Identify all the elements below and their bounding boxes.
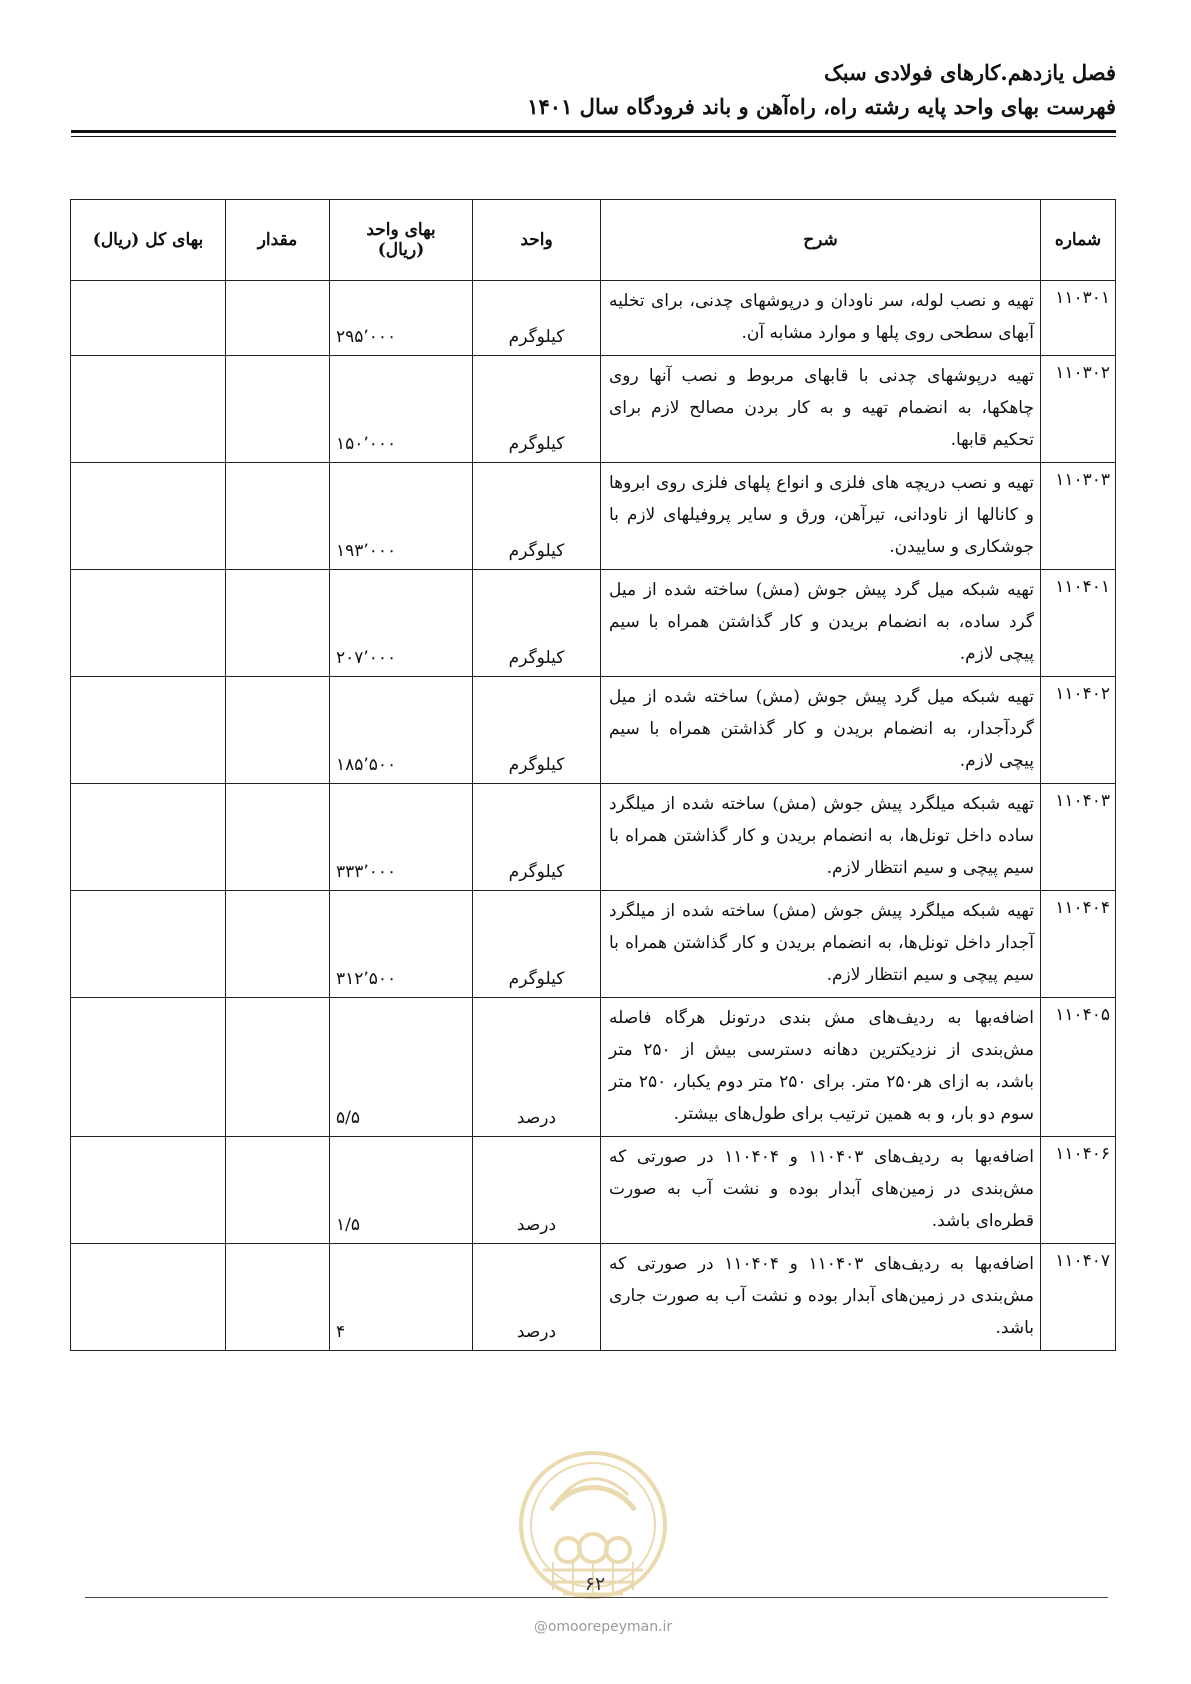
row-code: ۱۱۰۳۰۲ <box>1041 356 1116 463</box>
page-number: ۶۲ <box>584 1573 606 1595</box>
row-unit: کیلوگرم <box>473 570 601 677</box>
header-unit-price-label: بهای واحد <box>366 220 436 240</box>
row-quantity <box>226 784 330 891</box>
row-code: ۱۱۰۳۰۳ <box>1041 463 1116 570</box>
row-total <box>71 281 226 356</box>
header-rule-thin <box>71 136 1116 137</box>
row-unit: کیلوگرم <box>473 463 601 570</box>
row-description: اضافه‌بها به ردیف‌های مش بندی درتونل هرگاه فاصله مش‌بندی از نزدیکترین دهانه دسترسی بیش از ۲۵۰ متر باشد، به ازای هر۲۵۰ متر. برای ۲۵۰ متر دوم یکبار، ۲۵۰ متر سوم دو بار، و به همین ترتیب برای طول‌های بیشتر. <box>601 998 1041 1137</box>
table-row <box>71 463 1116 570</box>
page-header <box>71 56 1116 124</box>
row-unit: کیلوگرم <box>473 784 601 891</box>
row-quantity <box>226 1137 330 1244</box>
row-quantity <box>226 463 330 570</box>
header-code: شماره <box>1041 200 1116 281</box>
row-description: تهیه درپوشهای چدنی با قابهای مربوط و نصب آنها روی چاهکها، به انضمام تهیه و به کار بردن مصالح لازم برای تحکیم قابها. <box>601 356 1041 463</box>
table-row <box>71 891 1116 998</box>
row-unit-price: ۱۸۵٬۵۰۰ <box>330 677 473 784</box>
row-code: ۱۱۰۴۰۶ <box>1041 1137 1116 1244</box>
header-rule-thick <box>71 130 1116 133</box>
row-total <box>71 998 226 1137</box>
header-description: شرح <box>601 200 1041 281</box>
row-code: ۱۱۰۴۰۲ <box>1041 677 1116 784</box>
row-description: تهیه شبکه میلگرد پیش جوش (مش) ساخته شده از میلگرد آجدار داخل تونل‌ها، به انضمام بریدن و کار گذاشتن همراه با سیم پیچی و سیم انتظار لازم. <box>601 891 1041 998</box>
row-unit-price: ۲۰۷٬۰۰۰ <box>330 570 473 677</box>
table-row <box>71 1137 1116 1244</box>
row-description: تهیه شبکه میلگرد پیش جوش (مش) ساخته شده از میلگرد ساده داخل تونل‌ها، به انضمام بریدن و کار گذاشتن همراه با سیم پیچی و سیم انتظار لازم. <box>601 784 1041 891</box>
header-unit-price <box>330 200 473 281</box>
row-total <box>71 356 226 463</box>
row-total <box>71 891 226 998</box>
header-quantity: مقدار <box>226 200 330 281</box>
row-total <box>71 677 226 784</box>
row-unit: درصد <box>473 1244 601 1351</box>
table-row <box>71 677 1116 784</box>
row-code: ۱۱۰۴۰۴ <box>1041 891 1116 998</box>
table-row <box>71 784 1116 891</box>
price-list-table <box>70 199 1116 1351</box>
row-unit-price: ۲۹۵٬۰۰۰ <box>330 281 473 356</box>
row-unit: کیلوگرم <box>473 356 601 463</box>
website-url: @omoorepeyman.ir <box>533 1619 673 1635</box>
row-unit: کیلوگرم <box>473 891 601 998</box>
row-quantity <box>226 356 330 463</box>
row-description: تهیه شبکه میل گرد پیش جوش (مش) ساخته شده از میل گردآجدار، به انضمام بریدن و کار گذاشتن همراه با سیم پیچی لازم. <box>601 677 1041 784</box>
row-description: تهیه و نصب دریچه های فلزی و انواع پلهای فلزی روی ابروها و کانالها از ناودانی، تیرآهن، ورق و سایر پروفیلهای لازم با جوشکاری و ساییدن. <box>601 463 1041 570</box>
row-total <box>71 1244 226 1351</box>
row-unit: درصد <box>473 998 601 1137</box>
row-unit-price: ۱۹۳٬۰۰۰ <box>330 463 473 570</box>
footer-rule <box>85 1597 1108 1598</box>
table-row <box>71 570 1116 677</box>
row-code: ۱۱۰۴۰۵ <box>1041 998 1116 1137</box>
document-title: فهرست بهای واحد پایه رشته راه، راه‌آهن و باند فرودگاه سال ۱۴۰۱ <box>527 94 1116 119</box>
row-quantity <box>226 570 330 677</box>
row-total <box>71 463 226 570</box>
row-code: ۱۱۰۳۰۱ <box>1041 281 1116 356</box>
table-row <box>71 281 1116 356</box>
table-row <box>71 998 1116 1137</box>
row-total <box>71 784 226 891</box>
row-unit-price: ۱/۵ <box>330 1137 473 1244</box>
row-code: ۱۱۰۴۰۳ <box>1041 784 1116 891</box>
row-quantity <box>226 677 330 784</box>
row-description: تهیه شبکه میل گرد پیش جوش (مش) ساخته شده از میل گرد ساده، به انضمام بریدن و کار گذاشتن همراه با سیم پیچی لازم. <box>601 570 1041 677</box>
chapter-title: فصل یازدهم.کارهای فولادی سبک <box>823 60 1116 85</box>
row-unit-price: ۳۳۳٬۰۰۰ <box>330 784 473 891</box>
row-unit: درصد <box>473 1137 601 1244</box>
row-quantity <box>226 1244 330 1351</box>
row-quantity <box>226 281 330 356</box>
row-unit-price: ۱۵۰٬۰۰۰ <box>330 356 473 463</box>
row-code: ۱۱۰۴۰۷ <box>1041 1244 1116 1351</box>
header-unit: واحد <box>473 200 601 281</box>
header-unit-price-currency: (ریال) <box>377 240 425 260</box>
row-unit-price: ۵/۵ <box>330 998 473 1137</box>
row-description: اضافه‌بها به ردیف‌های ۱۱۰۴۰۳ و ۱۱۰۴۰۴ در صورتی که مش‌بندی در زمین‌های آبدار بوده و نشت آب به صورت جاری باشد. <box>601 1244 1041 1351</box>
row-description: تهیه و نصب لوله، سر ناودان و درپوشهای چدنی، برای تخلیه آبهای سطحی روی پلها و موارد مشابه آن. <box>601 281 1041 356</box>
header-total-price: بهای کل (ریال) <box>71 200 226 281</box>
row-unit-price: ۳۱۲٬۵۰۰ <box>330 891 473 998</box>
table-row <box>71 1244 1116 1351</box>
row-unit-price: ۴ <box>330 1244 473 1351</box>
row-quantity <box>226 891 330 998</box>
row-unit: کیلوگرم <box>473 281 601 356</box>
row-quantity <box>226 998 330 1137</box>
row-code: ۱۱۰۴۰۱ <box>1041 570 1116 677</box>
row-description: اضافه‌بها به ردیف‌های ۱۱۰۴۰۳ و ۱۱۰۴۰۴ در صورتی که مش‌بندی در زمین‌های آبدار بوده و نشت آب به صورت قطره‌ای باشد. <box>601 1137 1041 1244</box>
row-total <box>71 570 226 677</box>
row-total <box>71 1137 226 1244</box>
row-unit: کیلوگرم <box>473 677 601 784</box>
table-row <box>71 356 1116 463</box>
table-header-row <box>71 200 1116 281</box>
